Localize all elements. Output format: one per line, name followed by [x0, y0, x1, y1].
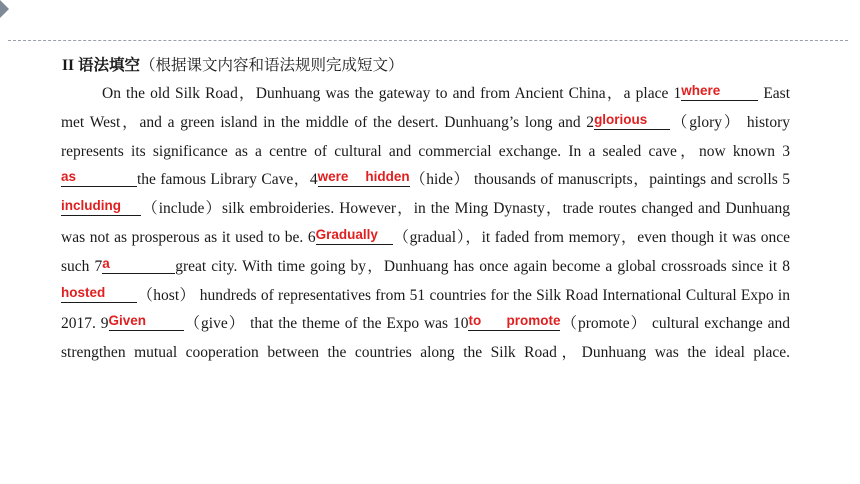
answer-1: where: [681, 83, 721, 98]
answer-7: a: [102, 255, 110, 271]
corner-arrow-icon: [0, 0, 9, 18]
exercise-label: II 语法填空: [62, 57, 140, 74]
passage-text: （give） that the theme of the Expo was 10: [183, 315, 469, 333]
passage: [61, 80, 790, 368]
answer-10: to promote: [468, 313, 561, 329]
blank-10[interactable]: [468, 312, 560, 331]
passage-text: the famous Library Cave，4: [137, 171, 318, 189]
passage-text: （include）silk embroideries. However，in the Ming Dynasty，trade routes changed and Dunhuang was not as prosperous as it used to be. 6: [61, 200, 790, 246]
passage-paragraph: [61, 80, 790, 368]
blank-4[interactable]: [318, 168, 410, 187]
blank-7[interactable]: [102, 255, 175, 274]
passage-text: great city. With time going by，Dunhuang has once again become a global crossroads since it 8: [175, 257, 790, 275]
answer-9: Given: [108, 313, 147, 329]
answer-6: Gradually: [315, 226, 378, 242]
exercise-heading: [62, 56, 403, 76]
answer-2: glorious: [594, 111, 648, 127]
blank-1[interactable]: [681, 82, 758, 101]
answer-3: as: [61, 169, 77, 185]
top-divider: [8, 40, 848, 41]
blank-6[interactable]: [316, 226, 393, 245]
exercise-instruction: （根据课文内容和语法规则完成短文）: [139, 57, 404, 74]
passage-text: （gradual），it faded from memory，even though it was once such 7: [61, 228, 790, 275]
passage-text: （promote） cultural exchange and strengthen mutual cooperation between the countries along the Silk Road，Dunhuang was the ideal place.: [61, 315, 790, 362]
blank-8[interactable]: [61, 284, 137, 303]
answer-4: were hidden: [317, 169, 410, 185]
answer-5: including: [61, 198, 121, 214]
blank-9[interactable]: [109, 312, 184, 331]
passage-text: On the old Silk Road，Dunhuang was the gateway to and from Ancient China，a place 1: [102, 85, 682, 102]
blank-5[interactable]: [61, 197, 141, 216]
passage-text: （hide） thousands of manuscripts，paintings and scrolls 5: [409, 171, 790, 189]
passage-text: East met West，and a green island in the middle of the desert. Dunhuang’s long and 2: [61, 85, 790, 131]
blank-2[interactable]: [594, 111, 670, 130]
answer-8: hosted: [61, 284, 106, 300]
passage-text: （glory） history represents its significance as a centre of cultural and commercial exchange. In a sealed cave，now known 3: [61, 113, 790, 160]
blank-3[interactable]: [61, 168, 137, 187]
passage-text: （host） hundreds of representatives from 51 countries for the Silk Road International Cultural Expo in 2017. 9: [61, 286, 790, 333]
